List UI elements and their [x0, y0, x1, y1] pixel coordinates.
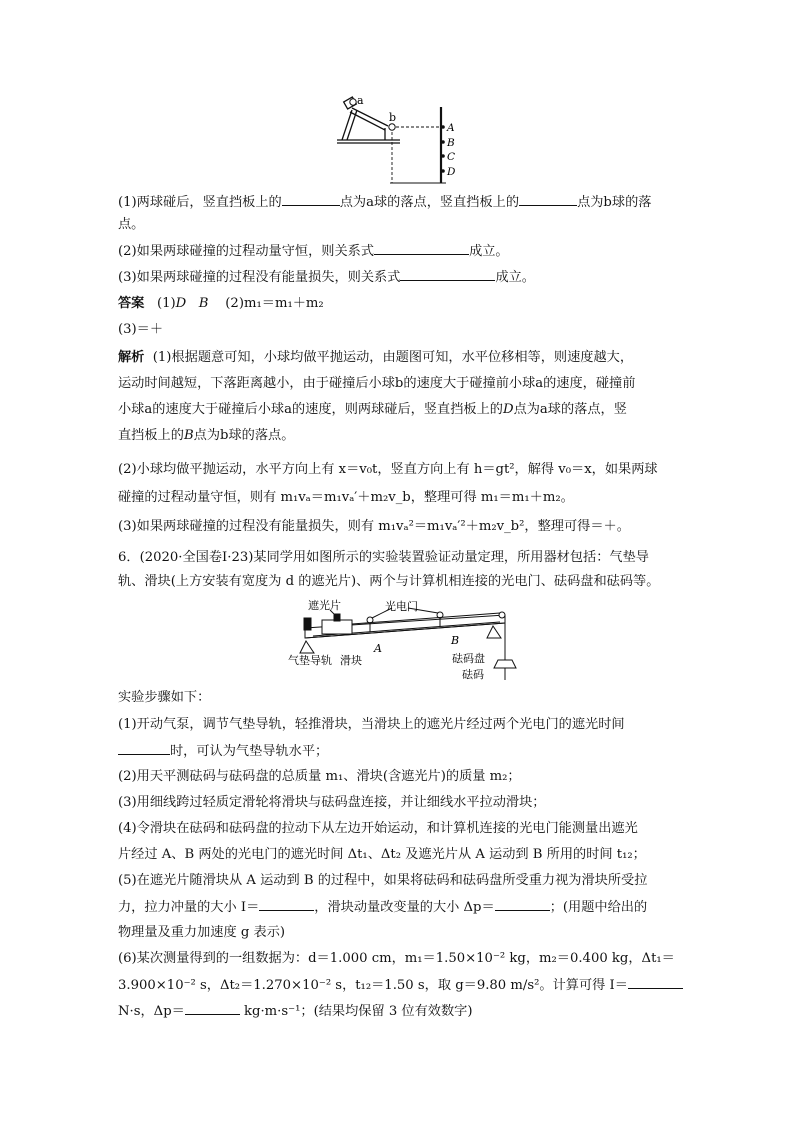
- label-b: b: [389, 111, 397, 124]
- air-track-figure: [0, 598, 800, 688]
- analysis-line-6: 碰撞的过程动量守恒，则有 m₁vₐ＝m₁vₐ′＋m₂v_b，整理可得 m₁＝m₁＋m₂。: [118, 490, 574, 505]
- question-1: (1)两球碰后，竖直挡板上的 点为a球的落点，竖直挡板上的 点为b球的落: [118, 195, 652, 210]
- step-5-cont: 力，拉力冲量的大小 I＝ ，滑块动量改变量的大小 Δp＝ ；(用题中给出的: [118, 900, 648, 915]
- step-5: (5)在遮光片随滑块从 A 运动到 B 的过程中，如果将砝码和砝码盘所受重力视为滑块所受拉: [118, 873, 648, 888]
- label-air-track: 气垫导轨: [288, 654, 332, 667]
- label-shading-plate: 遮光片: [308, 599, 341, 612]
- label-photogate: 光电门: [385, 600, 418, 613]
- step-1: (1)开动气泵，调节气垫导轨，轻推滑块，当滑块上的遮光片经过两个光电门的遮光时间: [118, 717, 625, 732]
- analysis-line-2: 运动时间越短，下落距离越小，由于碰撞后小球b的速度大于碰撞前小球a的速度，碰撞前: [118, 376, 636, 391]
- question-3: (3)如果两球碰撞的过程没有能量损失，则关系式 成立。: [118, 270, 535, 285]
- step-3: (3)用细线跨过轻质定滑轮将滑块与砝码盘连接，并让细线水平拉动滑块；: [118, 795, 546, 810]
- right-support: [487, 626, 501, 638]
- label-slider: 滑块: [340, 654, 362, 667]
- label-weights: 砝码: [462, 668, 484, 681]
- analysis-line-7: (3)如果两球碰撞的过程没有能量损失，则有 m₁vₐ²＝m₁vₐ′²＋m₂v_b²，整理可得＝＋。: [118, 519, 630, 534]
- answer-3: (3)＝＋: [118, 322, 164, 337]
- analysis-line-4: 直挡板上的B点为b球的落点。: [118, 428, 295, 443]
- left-support: [300, 641, 314, 653]
- step-1-cont: 时，可认为气垫导轨水平；: [118, 742, 328, 761]
- analysis-line-3: 小球a的速度大于碰撞后小球a的速度，则两球碰后，竖直挡板上的D点为a球的落点，竖: [118, 402, 627, 417]
- label-B: B: [447, 137, 455, 149]
- answer-line: 答案 (1)D B (2)m₁＝m₁＋m₂: [118, 296, 324, 311]
- analysis-line-1: 解析 (1)根据题意可知，小球均做平抛运动，由题图可知，水平位移相等，则速度越大，: [118, 350, 634, 365]
- pulley: [499, 612, 505, 618]
- step-5-cont-2: 物理量及重力加速度 g 表示): [118, 925, 286, 940]
- answer-label: 答案: [118, 296, 145, 311]
- label-weight-pan: 砝码盘: [452, 652, 485, 665]
- slider: [322, 620, 352, 634]
- left-end-block: [304, 618, 311, 630]
- analysis-line-5: (2)小球均做平抛运动，水平方向上有 x＝v₀t，竖直方向上有 h＝gt²，解得 v₀＝x，如果两球: [118, 462, 658, 477]
- step-4-cont: 片经过 A、B 两处的光电门的遮光时间 Δt₁、Δt₂ 及遮光片从 A 运动到 B 所用的时间 t₁₂；: [118, 847, 646, 862]
- step-6: (6)某次测量得到的一组数据为：d＝1.000 cm，m₁＝1.50×10⁻² kg，m₂＝0.400 kg，Δt₁＝: [118, 951, 675, 966]
- step-6-cont: 3.900×10⁻² s，Δt₂＝1.270×10⁻² s，t₁₂＝1.50 s，取 g＝9.80 m/s²。计算可得 I＝: [118, 976, 683, 995]
- question-6-line-1: 6．(2020·全国卷Ⅰ·23)某同学用如图所示的实验装置验证动量定理，所用器材包括：气垫导: [118, 550, 649, 565]
- label-D: D: [447, 166, 456, 178]
- question-2: (2)如果两球碰撞的过程动量守恒，则关系式 成立。: [118, 244, 509, 259]
- step-4: (4)令滑块在砝码和砝码盘的拉动下从左边开始运动，和计算机连接的光电门能测量出遮光: [118, 821, 638, 836]
- label-C: C: [447, 151, 456, 163]
- question-1-cont: 点。: [118, 217, 145, 232]
- weight-pan: [494, 660, 516, 668]
- label-A: A: [447, 122, 455, 134]
- label-gate-B: B: [451, 634, 460, 647]
- ball-a: [350, 99, 356, 105]
- label-gate-A: A: [374, 642, 382, 655]
- step-2: (2)用天平测砝码与砝码盘的总质量 m₁、滑块(含遮光片)的质量 m₂；: [118, 769, 521, 784]
- collision-apparatus-figure: [0, 0, 800, 190]
- steps-title: 实验步骤如下：: [118, 690, 211, 705]
- step-6-cont-2: N·s，Δp＝ kg·m·s⁻¹；(结果均保留 3 位有效数字): [118, 1004, 473, 1019]
- label-a: a: [357, 94, 364, 107]
- ball-b: [389, 124, 395, 130]
- question-6-line-2: 轨、滑块(上方安装有宽度为 d 的遮光片)、两个与计算机相连接的光电门、砝码盘和砝码等。: [118, 574, 660, 589]
